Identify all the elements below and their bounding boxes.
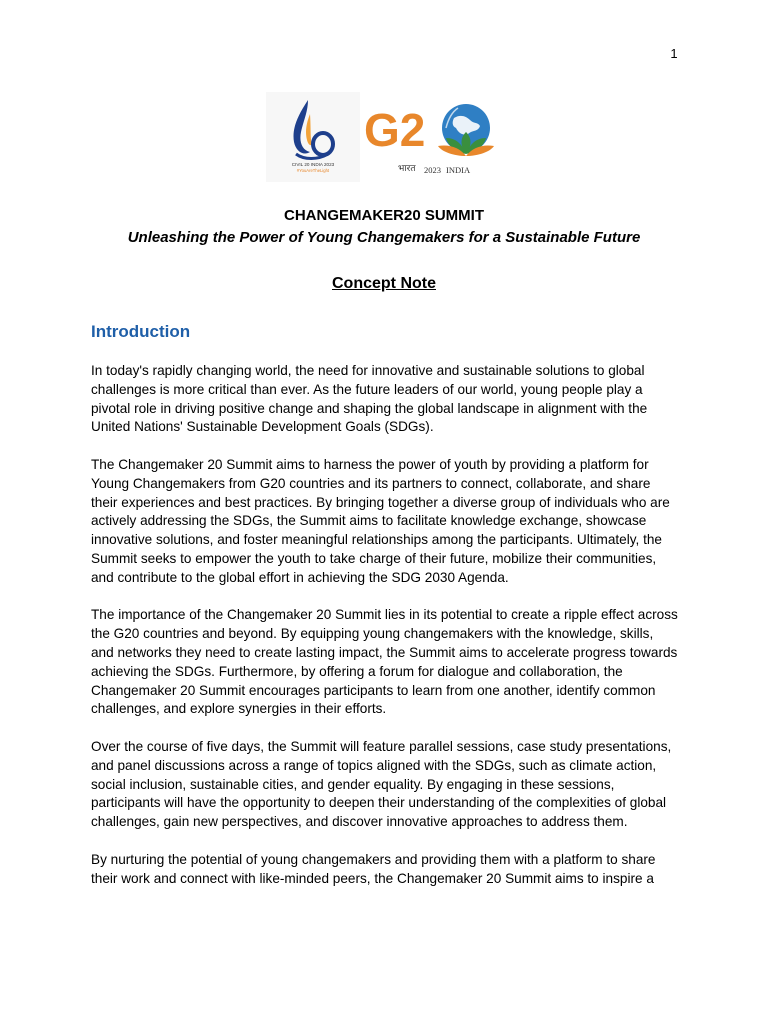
g20-caption-year: 2023 <box>424 165 441 175</box>
logo-banner <box>266 92 506 184</box>
g20-caption-country: INDIA <box>446 165 471 175</box>
paragraph: In today's rapidly changing world, the need for innovative and sustainable solutions to global challenges is more critical than ever. As the future leaders of our world, young people play a pivotal role in driving positive change and shaping the global landscape in alignment with the United Nations' Sustainable Development Goals (SDGs). <box>91 363 648 435</box>
c20-caption-line2: #YouAreTheLight <box>296 168 330 173</box>
c20-flame-icon <box>266 92 360 182</box>
c20-caption-line1: CIVIL 20 INDIA 2023 <box>291 162 335 167</box>
g20-caption-hindi: भारत <box>398 164 416 174</box>
c20-logo <box>266 92 360 182</box>
paragraph: The Changemaker 20 Summit aims to harness the power of youth by providing a platform for Young Changemakers from G20 countries and its partners to connect, collaborate, and share their experiences and best practices. By bringing together a diverse group of individuals who are actively addressing the SDGs, the Summit aims to facilitate knowledge exchange, showcase innovative solutions, and foster meaningful relationships among the participants. Ultimately, the Summit seeks to empower the youth to take charge of their future, mobilize their communities, and contribute to the global effort in achieving the SDG 2030 Agenda. <box>91 456 670 585</box>
paragraph: The importance of the Changemaker 20 Summit lies in its potential to create a ripple effect across the G20 countries and beyond. By equipping young changemakers with the knowledge, skills, and networks they need to create lasting impact, the Summit aims to accelerate progress towards achieving the SDGs. Furthermore, by offering a forum for dialogue and collaboration, the Changemaker 20 Summit encourages participants to learn from one another, identify common challenges, and explore synergies in their efforts. <box>91 607 678 717</box>
summit-subtitle: Unleashing the Power of Young Changemakers for a Sustainable Future <box>127 229 641 246</box>
g20-wordmark-g2: G2 <box>364 104 426 156</box>
page-number: 1 <box>670 46 678 61</box>
summit-title: CHANGEMAKER20 SUMMIT <box>283 207 484 224</box>
document-type-heading: Concept Note <box>332 275 436 292</box>
introduction-body <box>91 362 679 907</box>
paragraph: Over the course of five days, the Summit will feature parallel sessions, case study presentations, and panel discussions across a range of topics aligned with the SDGs, such as climate action, social inclusion, sustainable cities, and gender equality. By engaging in these sessions, participants will have the opportunity to deepen their understanding of the complexities of global challenges, gain new perspectives, and discover innovative approaches to address them. <box>91 738 672 830</box>
section-heading-introduction: Introduction <box>91 322 191 341</box>
g20-logo <box>362 94 502 180</box>
paragraph: By nurturing the potential of young changemakers and providing them with a platform to share their work and connect with like-minded peers, the Changemaker 20 Summit aims to inspire a <box>91 851 656 886</box>
